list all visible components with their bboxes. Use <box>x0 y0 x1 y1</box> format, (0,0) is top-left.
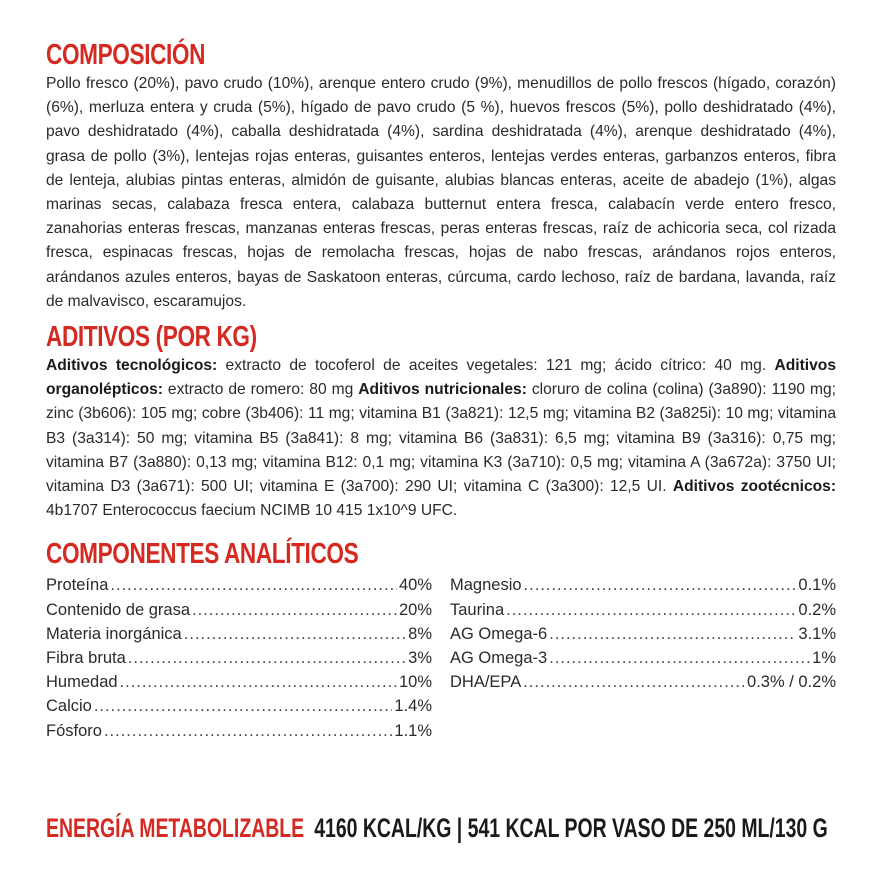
dot-leader <box>549 646 810 670</box>
label-panel <box>46 38 836 743</box>
analiticos-label: Contenido de grasa <box>46 600 191 619</box>
analiticos-label: Taurina <box>450 600 505 619</box>
analiticos-value: 20% <box>398 600 432 619</box>
analiticos-row <box>46 573 432 597</box>
analiticos-row <box>46 598 432 622</box>
analiticos-value: 3.1% <box>798 624 836 643</box>
composicion-text: Pollo fresco (20%), pavo crudo (10%), arenque entero crudo (9%), menudillos de pollo frescos (hígado, corazón) (6%), merluza entera y cruda (5%), hígado de pavo crudo (5 %), huevos frescos (5%), pollo deshidratado (4%), pavo deshidratado (4%), caballa deshidratada (4%), sardina deshidratada (4%), arenque deshidratado (4%), grasa de pollo (3%), lentejas rojas enteras, guisantes enteros, lentejas verdes enteras, garbanzos enteros, fibra de lenteja, alubias pintas enteras, almidón de guisante, alubias blancas enteras, aceite de abadejo (1%), algas marinas secas, calabaza fresca entera, calabaza butternut entera fresca, calabacín verde entero fresco, zanahorias enteras frescas, manzanas enteras frescas, peras enteras frescas, raíz de achicoria seca, col rizada fresca, espinacas frescas, hojas de remolacha frescas, hojas de nabo frescas, arándanos rojos enteros, arándanos azules enteros, bayas de Saskatoon enteras, cúrcuma, cardo lechoso, raíz de bardana, lavanda, raíz de malvavisco, escaramujos. <box>46 75 836 310</box>
analiticos-value: 8% <box>408 624 432 643</box>
analiticos-label: Fósforo <box>46 721 102 740</box>
analiticos-row <box>46 646 432 670</box>
analiticos-right-column <box>450 573 836 742</box>
analiticos-row <box>46 622 432 646</box>
analiticos-value: 3% <box>408 649 432 668</box>
analiticos-row <box>46 694 432 718</box>
analiticos-label: DHA/EPA <box>450 673 522 692</box>
energia-value: 4160 KCAL/KG | 541 KCAL POR VASO DE 250 ML/130 G <box>314 813 828 843</box>
analiticos-row <box>46 670 432 694</box>
analiticos-label: Calcio <box>46 697 92 716</box>
analiticos-value: 10% <box>398 673 432 692</box>
aditivos-zootecnicos-text: 4b1707 Enterococcus faecium NCIMB 10 415 1x10^9 UFC. <box>46 502 458 520</box>
analiticos-row <box>450 573 836 597</box>
dot-leader <box>506 598 796 622</box>
analiticos-label: AG Omega-6 <box>450 624 548 643</box>
analiticos-value: 1.4% <box>394 697 432 716</box>
aditivos-nutricionales-label: Aditivos nutricionales: <box>358 381 527 399</box>
dot-leader <box>549 622 796 646</box>
analiticos-label: Materia inorgánica <box>46 624 182 643</box>
analiticos-label: Proteína <box>46 576 109 595</box>
dot-leader <box>192 598 397 622</box>
analiticos-value: 1.1% <box>394 721 432 740</box>
analiticos-value: 0.1% <box>798 576 836 595</box>
energia-line <box>46 808 828 848</box>
aditivos-nutricionales-text: cloruro de colina (colina) (3a890): 1190 mg; zinc (3b606): 105 mg; cobre (3b406): 11 mg; vitamina B1 (3a821): 12,5 mg; vitamina B2 (3a825i): 10 mg; vitamina B3 (3a314): 50 mg; vitamina B5 (3a841): 8 mg; vitamina B6 (3a831): 6,5 mg; vitamina B9 (3a316): 0,75 mg; vitamina B7 (3a880): 0,13 mg; vitamina B12: 0,1 mg; vitamina K3 (3a710): 0,5 mg; vitamina A (3a672a): 3750 UI; vitamina D3 (3a671): 500 UI; vitamina E (3a700): 290 UI; vitamina C (3a300): 12,5 UI. <box>46 381 836 496</box>
analiticos-value: 0.3% / 0.2% <box>747 673 836 692</box>
dot-leader <box>94 694 393 718</box>
dot-leader <box>523 670 745 694</box>
aditivos-organolepticos-text: extracto de romero: 80 mg <box>162 381 359 399</box>
dot-leader <box>110 573 397 597</box>
aditivos-tecnologicos-label: Aditivos tecnológicos: <box>46 357 218 375</box>
dot-leader <box>128 646 406 670</box>
analiticos-label: Humedad <box>46 673 118 692</box>
aditivos-zootecnicos-label: Aditivos zootécnicos: <box>672 478 837 496</box>
analiticos-row <box>450 622 836 646</box>
aditivos-tecnologicos-text: extracto de tocoferol de aceites vegetales: 121 mg; ácido cítrico: 40 mg. <box>217 357 775 375</box>
analiticos-row <box>450 646 836 670</box>
analiticos-row <box>450 670 836 694</box>
dot-leader <box>104 719 392 743</box>
aditivos-organolepticos-label: Aditivos organolépticos: <box>46 357 836 399</box>
analiticos-value: 1% <box>812 649 836 668</box>
analiticos-label: Magnesio <box>450 576 522 595</box>
analiticos-row <box>450 598 836 622</box>
analiticos-label: AG Omega-3 <box>450 649 548 668</box>
analiticos-heading: COMPONENTES ANALÍTICOS <box>46 538 359 571</box>
analiticos-row <box>46 719 432 743</box>
aditivos-text <box>46 354 836 523</box>
analiticos-label: Fibra bruta <box>46 649 126 668</box>
composicion-heading: COMPOSICIÓN <box>46 39 206 71</box>
dot-leader <box>184 622 406 646</box>
analiticos-table <box>46 573 836 742</box>
dot-leader <box>120 670 397 694</box>
dot-leader <box>524 573 797 597</box>
aditivos-heading: ADITIVOS (POR KG) <box>46 321 257 354</box>
analiticos-value: 40% <box>398 576 432 595</box>
energia-label: ENERGÍA METABOLIZABLE <box>46 813 305 843</box>
analiticos-value: 0.2% <box>798 600 836 619</box>
analiticos-left-column <box>46 573 432 742</box>
